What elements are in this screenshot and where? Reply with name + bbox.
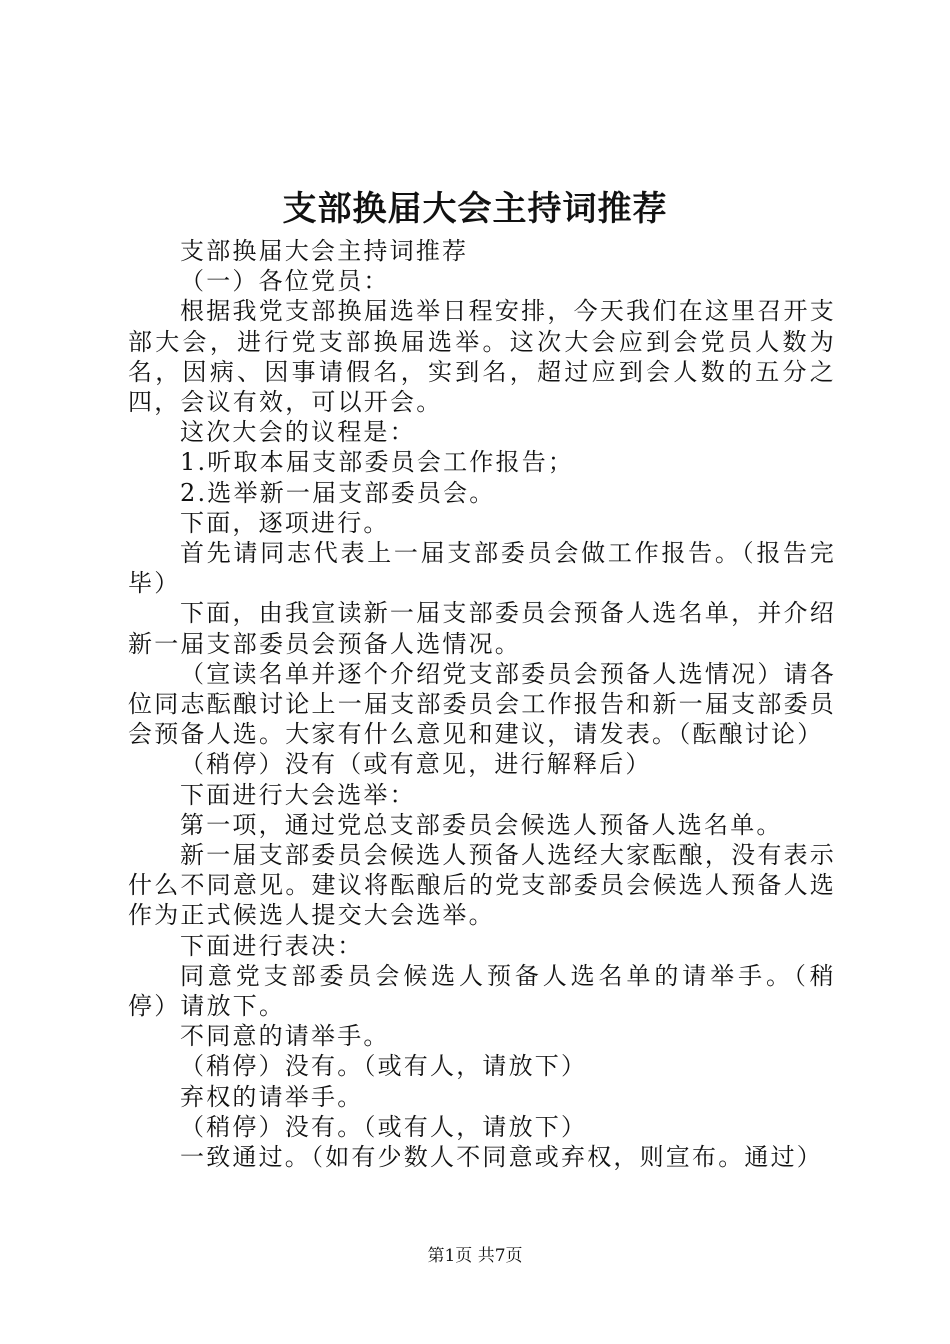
paragraph: 支部换届大会主持词推荐 bbox=[180, 237, 469, 265]
paragraph: （一）各位党员： bbox=[180, 267, 390, 296]
paragraph: （稍停）没有。（或有人，请放下） bbox=[180, 1112, 588, 1141]
paragraph: 下面，由我宣读新一届支部委员会预备人选名单，并介绍新一届支部委员会预备人选情况。 bbox=[128, 599, 836, 658]
paragraph: 不同意的请举手。 bbox=[180, 1022, 390, 1051]
paragraph: 第一项，通过党总支部委员会候选人预备人选名单。 bbox=[180, 810, 783, 839]
paragraph: 下面进行大会选举： bbox=[180, 780, 416, 809]
paragraph: 这次大会的议程是： bbox=[180, 418, 416, 447]
document-title: 支部换届大会主持词推荐 bbox=[282, 189, 668, 229]
paragraph: （稍停）没有。（或有人，请放下） bbox=[180, 1052, 588, 1081]
paragraph: 下面进行表决： bbox=[180, 931, 364, 960]
paragraph: （宣读名单并逐个介绍党支部委员会预备人选情况）请各位同志酝酿讨论上一届支部委员会工作报告和新一届支部委员会预备人选。大家有什么意见和建议，请发表。（酝酿讨论） bbox=[128, 659, 836, 749]
paragraph: 首先请同志代表上一届支部委员会做工作报告。（报告完毕） bbox=[128, 539, 836, 598]
paragraph: 下面，逐项进行。 bbox=[180, 508, 390, 537]
paragraph: 2.选举新一届支部委员会。 bbox=[180, 478, 496, 507]
paragraph: 同意党支部委员会候选人预备人选名单的请举手。（稍停）请放下。 bbox=[128, 961, 836, 1021]
paragraph: 根据我党支部换届选举日程安排，今天我们在这里召开支部大会，进行党支部换届选举。这次大会应到会党员人数为名，因病、因事请假名，实到名，超过应到会人数的五分之四，会议有效，可以开会。 bbox=[128, 297, 836, 417]
paragraph: 1.听取本届支部委员会工作报告； bbox=[180, 448, 575, 477]
paragraph: 新一届支部委员会候选人预备人选经大家酝酿，没有表示什么不同意见。建议将酝酿后的党支部委员会候选人预备人选作为正式候选人提交大会选举。 bbox=[128, 841, 836, 930]
document-body bbox=[128, 236, 836, 1172]
paragraph: （稍停）没有（或有意见，进行解释后） bbox=[180, 750, 652, 779]
paragraph: 一致通过。（如有少数人不同意或弃权，则宣布。通过） bbox=[180, 1143, 823, 1172]
paragraph: 弃权的请举手。 bbox=[180, 1082, 364, 1111]
page-footer: 第1页 共7页 bbox=[427, 1246, 523, 1266]
